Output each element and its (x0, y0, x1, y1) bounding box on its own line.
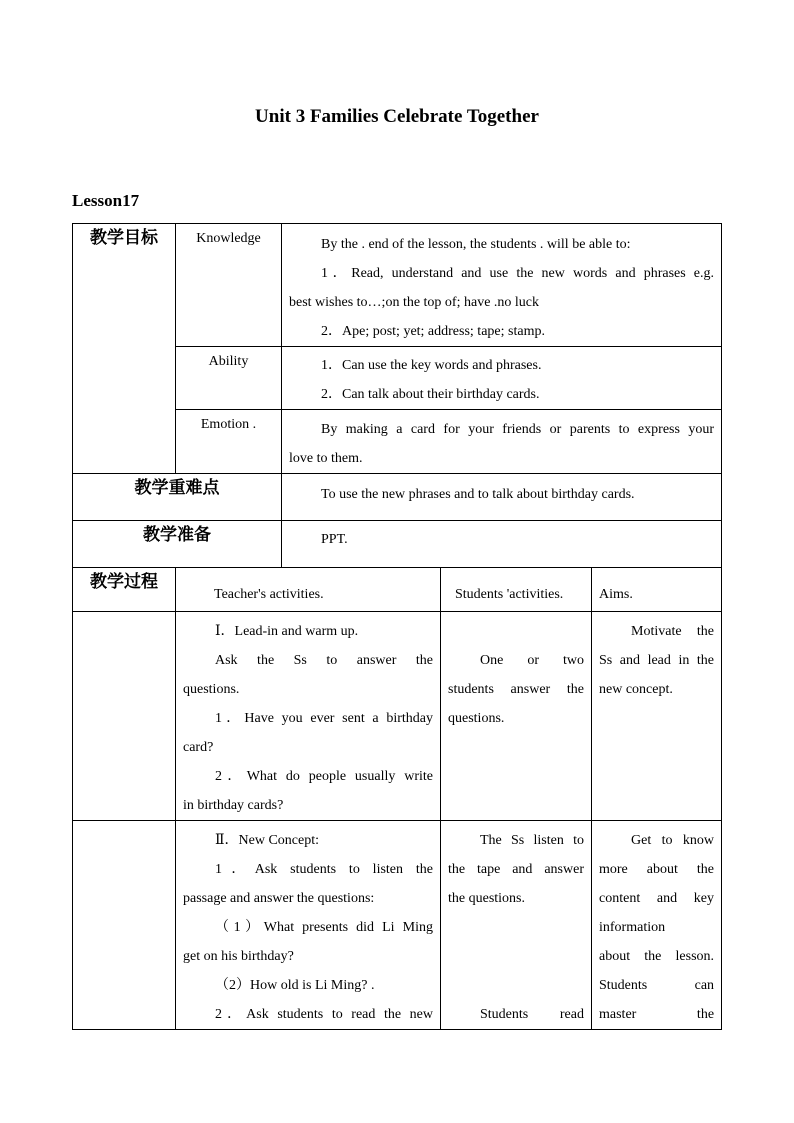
ability-content (282, 347, 722, 410)
process-header-row (73, 568, 722, 612)
student-line: One or two (480, 653, 584, 668)
teacher-line: Ⅱ．New Concept: (215, 833, 319, 848)
teacher-line: Ask the Ss to answer the (215, 653, 433, 668)
step2-students-cell (441, 821, 592, 1030)
student-line: questions. (448, 711, 505, 726)
document-title: Unit 3 Families Celebrate Together (255, 106, 539, 127)
student-line: the tape and answer (448, 862, 584, 877)
teacher-line: passage and answer the questions: (183, 891, 375, 906)
teacher-line: Ⅰ．Lead-in and warm up. (215, 624, 359, 639)
lesson-heading: Lesson17 (72, 191, 140, 210)
step2-aims-cell (592, 821, 722, 1030)
teacher-line: in birthday cards? (183, 798, 284, 813)
lesson-plan-table (72, 223, 722, 1030)
key-points-text: To use the new phrases and to talk about birthday cards. (321, 487, 635, 502)
preparation-header: 教学准备 (73, 521, 282, 568)
process-empty-cell (73, 612, 176, 821)
key-points-content (282, 474, 722, 521)
knowledge-line: By the . end of the lesson, the students . will be able to: (321, 237, 631, 252)
knowledge-line: best wishes to…;on the top of; have .no luck (289, 295, 540, 310)
key-points-header: 教学重难点 (73, 474, 282, 521)
aims-header: Aims. (592, 568, 722, 612)
process-header: 教学过程 (73, 568, 176, 612)
student-line: students answer the (448, 682, 584, 697)
key-points-row (73, 474, 722, 521)
aims-line: new concept. (599, 682, 673, 697)
teacher-line: get on his birthday? (183, 949, 294, 964)
preparation-row (73, 521, 722, 568)
aims-line: content and key (599, 891, 715, 906)
step1-students-cell (441, 612, 592, 821)
student-line: The Ss listen to (480, 833, 584, 848)
aims-line: Ss and lead in the (599, 653, 715, 668)
ability-label: Ability (176, 347, 282, 410)
aims-line: Motivate the (631, 624, 715, 639)
aims-line: about the lesson. (599, 949, 715, 964)
student-line: the questions. (448, 891, 525, 906)
teacher-line: 1．Ask students to listen the (215, 862, 433, 877)
teacher-line: 1．Have you ever sent a birthday (215, 711, 433, 726)
teacher-line: 2．Ask students to read the new (215, 1007, 433, 1022)
teacher-line: （2）How old is Li Ming? . (215, 978, 375, 993)
process-step-row (73, 821, 722, 1030)
knowledge-line: 1．Read, understand and use the new words and phrases e.g. (321, 266, 715, 281)
aims-line: information (599, 920, 666, 935)
preparation-content (282, 521, 722, 568)
process-step-row (73, 612, 722, 821)
aims-line: master the (599, 1007, 715, 1022)
student-line: Students read (480, 1007, 584, 1022)
emotion-line: By making a card for your friends or parents to express your (321, 422, 715, 437)
objectives-knowledge-row (73, 224, 722, 347)
preparation-text: PPT. (321, 532, 348, 547)
ability-line: 2．Can talk about their birthday cards. (321, 387, 540, 402)
process-empty-cell (73, 821, 176, 1030)
knowledge-label: Knowledge (176, 224, 282, 347)
teacher-line: card? (183, 740, 214, 755)
knowledge-line: 2．Ape; post; yet; address; tape; stamp. (321, 324, 545, 339)
emotion-content (282, 410, 722, 474)
knowledge-content (282, 224, 722, 347)
step1-teacher-cell (176, 612, 441, 821)
aims-line: more about the (599, 862, 715, 877)
teacher-line: questions. (183, 682, 240, 697)
objectives-header: 教学目标 (73, 224, 176, 474)
aims-line: Get to know (631, 833, 715, 848)
aims-line: Students can (599, 978, 715, 993)
step2-teacher-cell (176, 821, 441, 1030)
emotion-label: Emotion . (176, 410, 282, 474)
step1-aims-cell (592, 612, 722, 821)
ability-line: 1．Can use the key words and phrases. (321, 358, 542, 373)
teacher-activities-header: Teacher's activities. (176, 568, 441, 612)
teacher-line: 2．What do people usually write (215, 769, 433, 784)
student-activities-header: Students 'activities. (441, 568, 592, 612)
emotion-line: love to them. (289, 451, 363, 466)
teacher-line: （1）What presents did Li Ming (215, 920, 433, 935)
